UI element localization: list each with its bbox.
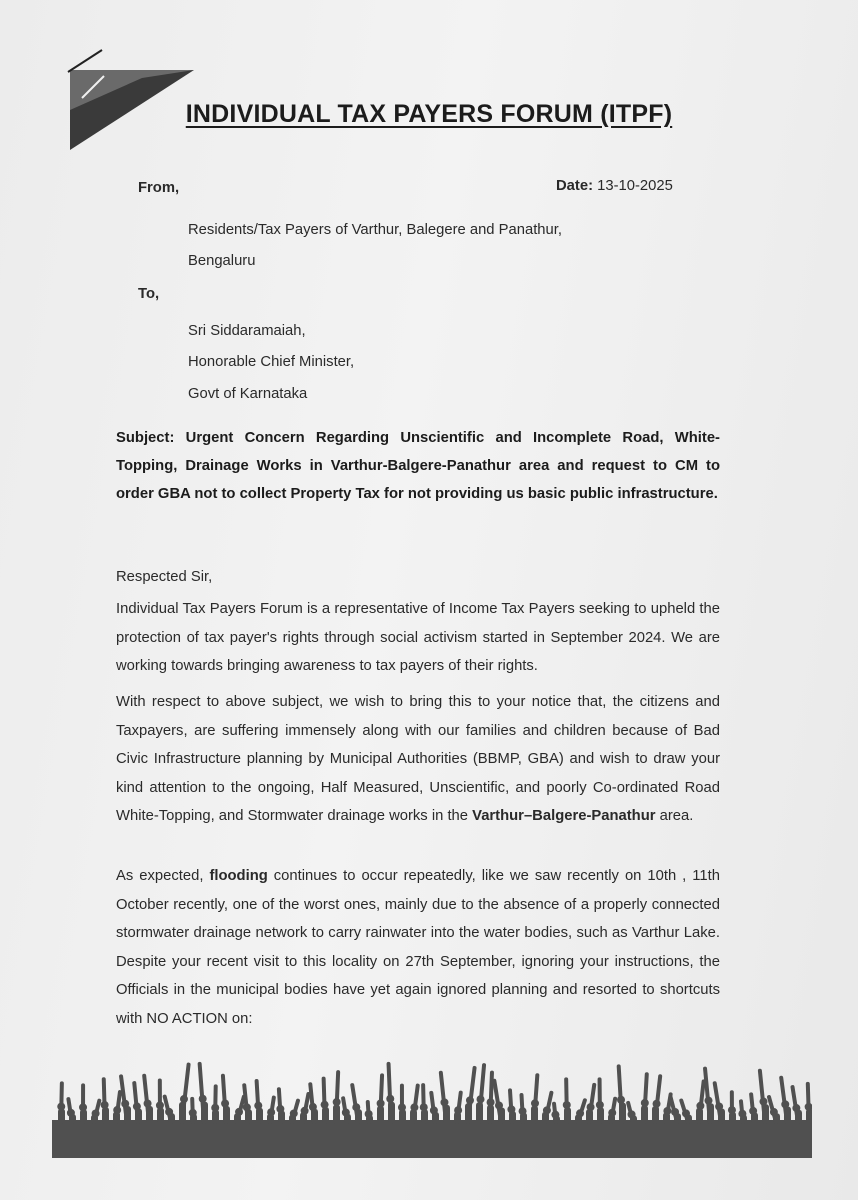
paragraph-flooding [116, 862, 720, 1034]
flooding-intro: As expected, [116, 868, 204, 884]
flooding-keyword: flooding [209, 868, 268, 884]
page-title: INDIVIDUAL TAX PAYERS FORUM (ITPF) [185, 100, 673, 128]
subject-text: : Urgent Concern Regarding Unscientific and Incomplete Road, White-Topping, Drainage Works in Varthur-Balgere-Panathur area and request to CM to order GBA not to collect Property Tax for not providing us basic public infrastructure. [116, 430, 720, 502]
recipient-title: Honorable Chief Minister, [188, 354, 355, 370]
from-address-line1: Residents/Tax Payers of Varthur, Balegere and Panathur, [188, 222, 562, 238]
date-value: 13-10-2025 [597, 178, 673, 194]
from-address-line2: Bengaluru [188, 253, 256, 269]
from-label: From, [138, 180, 180, 196]
subject-label: Subject [116, 430, 170, 446]
crowd-silhouette-icon [52, 1060, 812, 1158]
salutation: Respected Sir, [116, 569, 213, 585]
to-label: To, [138, 286, 160, 302]
date-label: Date: [556, 178, 593, 194]
date-line [556, 176, 673, 196]
paragraph-concern [116, 688, 720, 831]
paragraph-intro: Individual Tax Payers Forum is a representative of Income Tax Payers seeking to upheld the protection of tax payer's rights through social activism started in September 2024. We are working towards bringing awareness to tax payers of their rights. [116, 601, 720, 675]
paragraph-concern-end: area. [659, 808, 694, 825]
recipient-name: Sri Siddaramaiah, [188, 323, 306, 339]
flooding-text: continues to occur repeatedly, like we saw recently on 10th , 11th October recently, one of the worst ones, mainly due to the absence of a properly connected stormwater drainage network to carry rainwater into the water bodies, such as Varthur Lake. Despite your recent visit to this locality on 27th September, ignoring your instructions, the Officials in the municipal bodies have yet again ignored planning and resorted to shortcuts with NO ACTION on: [116, 868, 720, 1027]
area-name: Varthur–Balgere-Panathur [472, 808, 656, 825]
paragraph-concern-text: With respect to above subject, we wish to bring this to your notice that, the citizens and Taxpayers, are suffering immensely along with our families and children because of Bad Civic Infrastructure planning by Municipal Authorities (BBMP, GBA) and wish to draw your kind attention to the ongoing, Half Measured, Unscientific, and poorly Co-ordinated Road White-Topping, and Stormwater drainage works in the [116, 694, 720, 825]
recipient-org: Govt of Karnataka [188, 386, 308, 402]
subject-paragraph [116, 424, 720, 508]
